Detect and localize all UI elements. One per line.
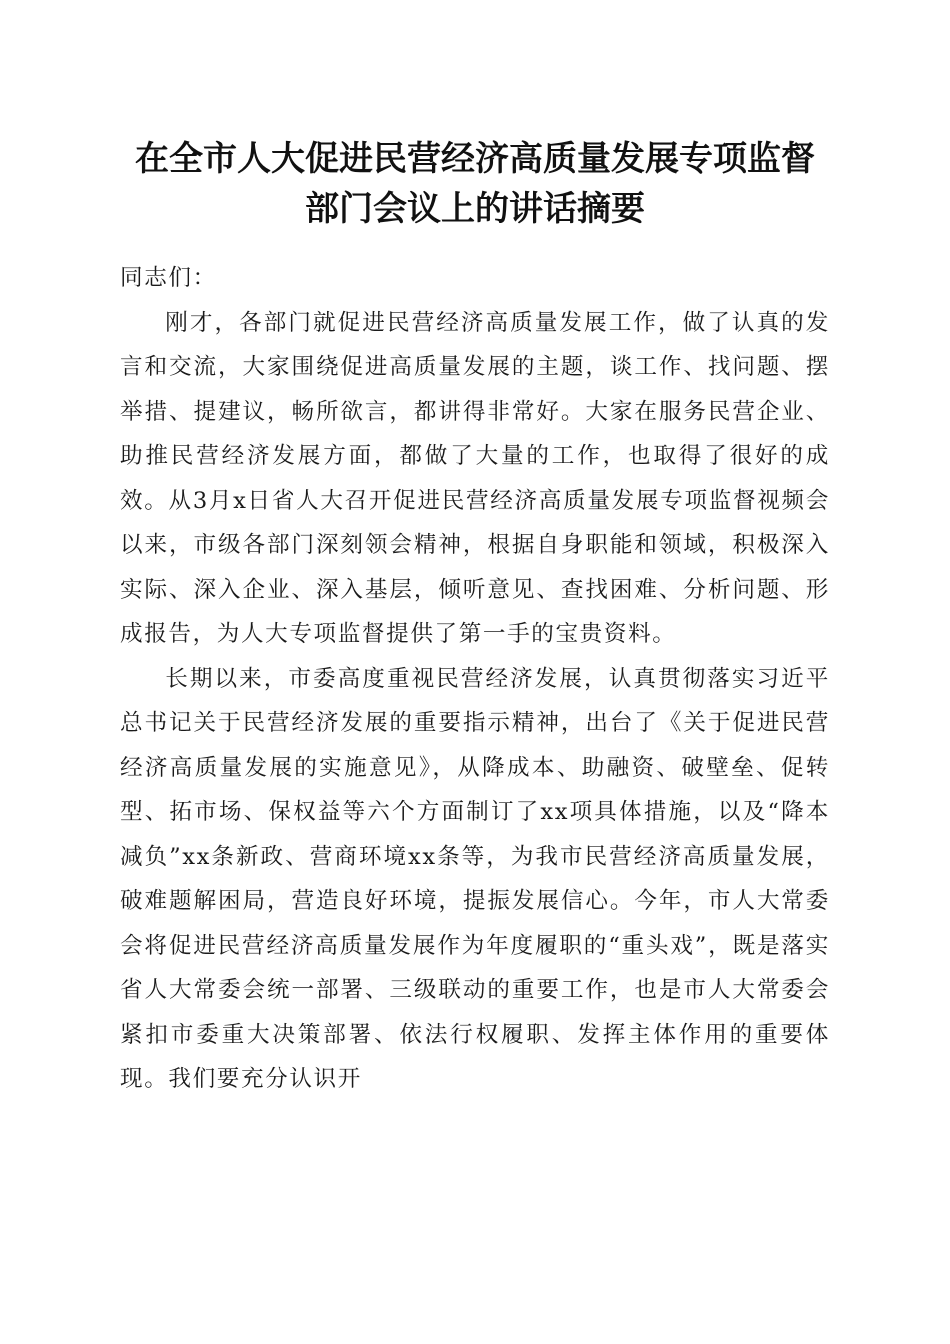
paragraph-2: 长期以来，市委高度重视民营经济发展，认真贯彻落实习近平总书记关于民营经济发展的重要指示精神，出台了《关于促进民营经济高质量发展的实施意见》，从降成本、助融资、破壁垒、促转型、拓市场、保权益等六个方面制订了xx项具体措施，以及“降本减负”xx条新政、营商环境xx条等，为我市民营经济高质量发展，破难题解困局，营造良好环境，提振发展信心。今年，市人大常委会将促进民营经济高质量发展作为年度履职的“重头戏”，既是落实省人大常委会统一部署、三级联动的重要工作，也是市人大常委会紧扣市委重大决策部署、依法行权履职、发挥主体作用的重要体现。我们要充分认识开 — [120, 665, 830, 1092]
title-line-2: 部门会议上的讲话摘要 — [305, 189, 645, 229]
document-title — [110, 134, 840, 234]
salutation: 同志们： — [120, 265, 217, 291]
paragraph-1: 刚才，各部门就促进民营经济高质量发展工作，做了认真的发言和交流，大家围绕促进高质量发展的主题，谈工作、找问题、摆举措、提建议，畅所欲言，都讲得非常好。大家在服务民营企业、助推民营经济发展方面，都做了大量的工作，也取得了很好的成效。从3月x日省人大召开促进民营经济高质量发展专项监督视频会以来，市级各部门深刻领会精神，根据自身职能和领域，积极深入实际、深入企业、深入基层，倾听意见、查找困难、分析问题、形成报告，为人大专项监督提供了第一手的宝贵资料。 — [120, 309, 830, 647]
title-line-1: 在全市人大促进民营经济高质量发展专项监督 — [135, 139, 815, 179]
document-body — [120, 256, 830, 1102]
